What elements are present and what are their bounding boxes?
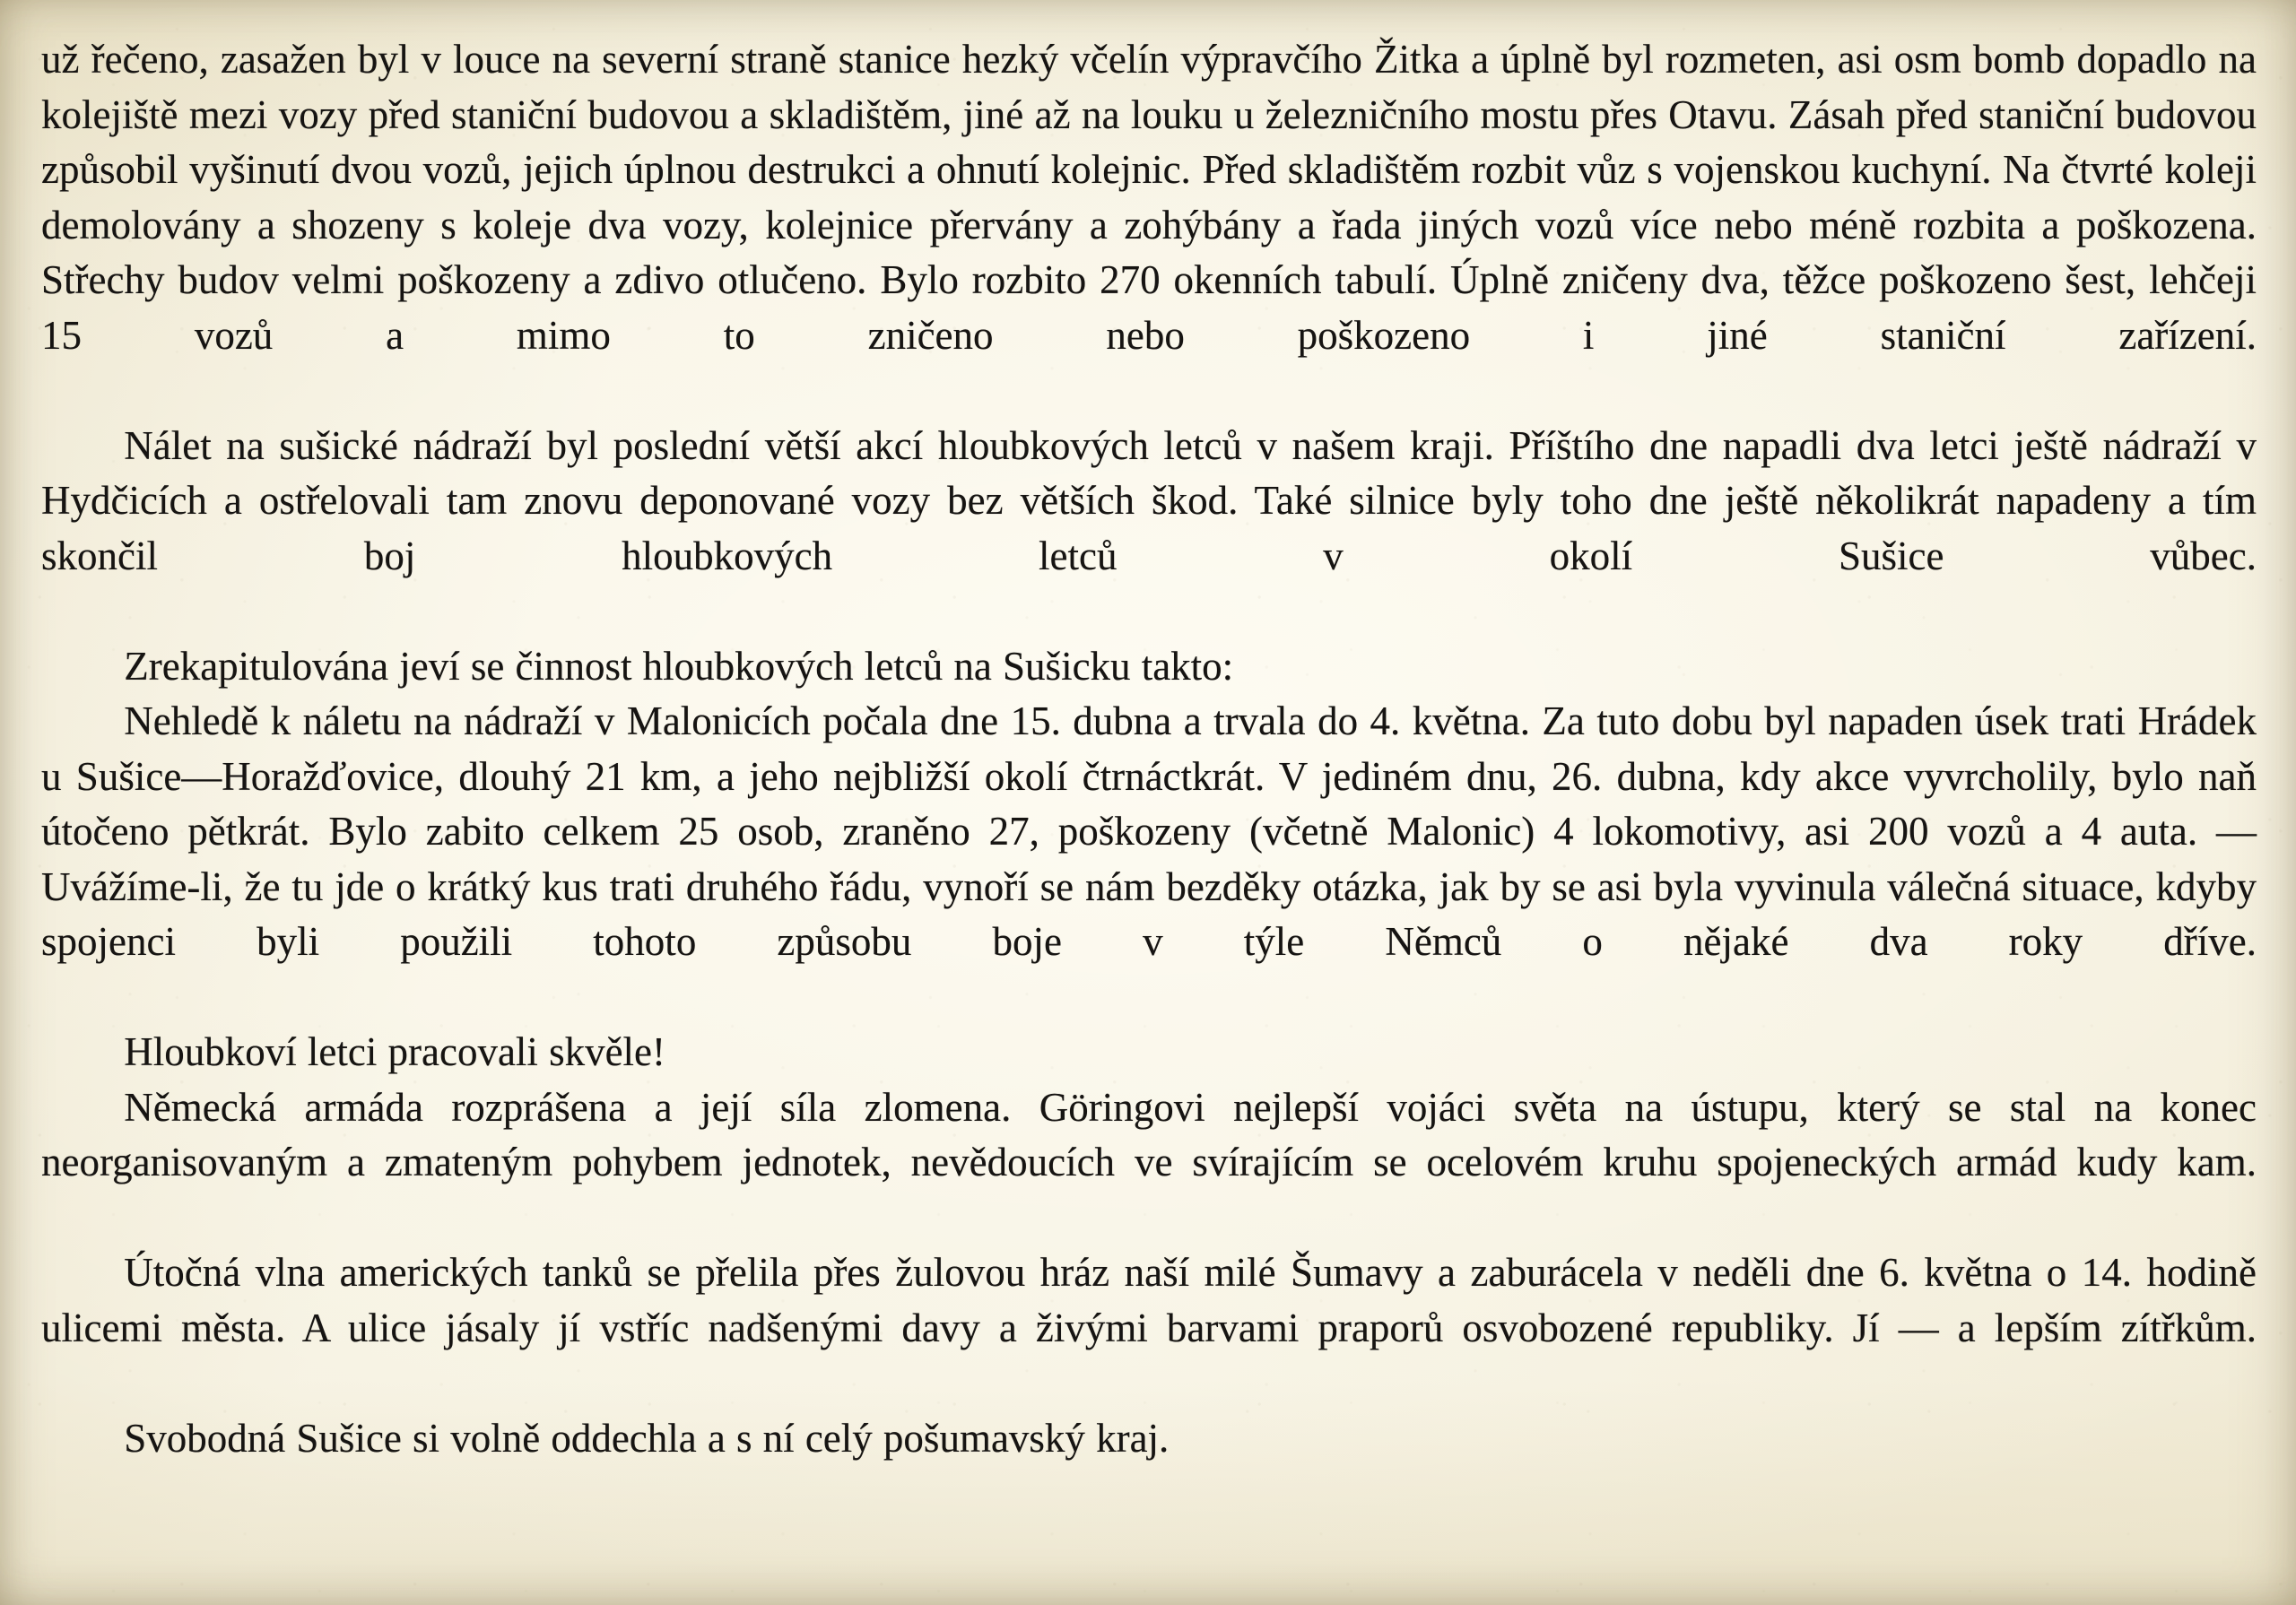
paragraph-continuation: už řečeno, zasažen byl v louce na severní straně stanice hezký včelín výpravčího Žitka a úplně byl rozmeten, asi osm bomb dopadlo na kolejiště mezi vozy před staniční budovou a skladištěm, jiné až na louku u železničního mostu přes Otavu. Zásah před staniční budovou způsobil vyšinutí dvou vozů, jejich úplnou destrukci a ohnutí kolejnic. Před skladištěm rozbit vůz s vojenskou kuchyní. Na čtvrté koleji demolovány a shozeny s koleje dva vozy, kolejnice přervány a zohýbány a řada jiných vozů více nebo méně rozbita a poškozena. Střechy budov velmi poškozeny a zdivo otlučeno. Bylo rozbito 270 okenních tabulí. Úplně zničeny dva, těžce poškozeno šest, lehčeji 15 vozů a mimo to zničeno nebo poškozeno i jiné staniční zařízení.	[41, 37, 2257, 358]
page-text-body	[41, 32, 2257, 1466]
paragraph-nemecka-armada: Německá armáda rozprášena a její síla zlomena. Göringovi nejlepší vojáci světa na ústupu, který se stal na konec neorganisovaným a zmateným pohybem jednotek, nevědoucích ve svírajícím se ocelovém kruhu spojeneckých armád kudy kam.	[41, 1084, 2257, 1184]
paragraph-nehlede: Nehledě k náletu na nádraží v Malonicích počala dne 15. dubna a trvala do 4. května. Za tuto dobu byl napaden úsek trati Hrádek u Sušice—Horažďovice, dlouhý 21 km, a jeho nejbližší okolí čtrnáctkrát. V jediném dnu, 26. dubna, kdy akce vyvrcholily, bylo naň útočeno pětkrát. Bylo zabito celkem 25 osob, zraněno 27, poškozeny (včetně Malonic) 4 lokomotivy, asi 200 vozů a 4 auta. — Uvážíme-li, že tu jde o krátký kus trati druhého řádu, vynoří se nám bezděky otázka, jak by se asi byla vyvinula válečná situace, kdyby spojenci byli použili tohoto způsobu boje v týle Němců o nějaké dva roky dříve.	[41, 698, 2257, 964]
paragraph-nalet: Nálet na sušické nádraží byl poslední větší akcí hloubkových letců v našem kraji. Příštího dne napadli dva letci ještě nádraží v Hydčicích a ostřelovali tam znovu deponované vozy bez větších škod. Také silnice byly toho dne ještě několikrát napadeny a tím skončil boj hloubkových letců v okolí Sušice vůbec.	[41, 422, 2257, 578]
paragraph-svobodna-susice: Svobodná Sušice si volně oddechla a s ní celý pošumavský kraj.	[124, 1415, 1170, 1461]
paragraph-zrekapitulovana: Zrekapitulována jeví se činnost hloubkových letců na Sušicku takto:	[124, 643, 1234, 689]
paragraph-utocna-vlna: Útočná vlna amerických tanků se přelila přes žulovou hráz naší milé Šumavy a zaburácela v neděli dne 6. května o 14. hodině ulicemi města. A ulice jásaly jí vstříc nadšenými davy a živými barvami praporů osvobozené republiky. Jí — a lepším zítřkům.	[41, 1250, 2257, 1350]
paragraph-hloubkovi-letci: Hloubkoví letci pracovali skvěle!	[124, 1029, 666, 1074]
